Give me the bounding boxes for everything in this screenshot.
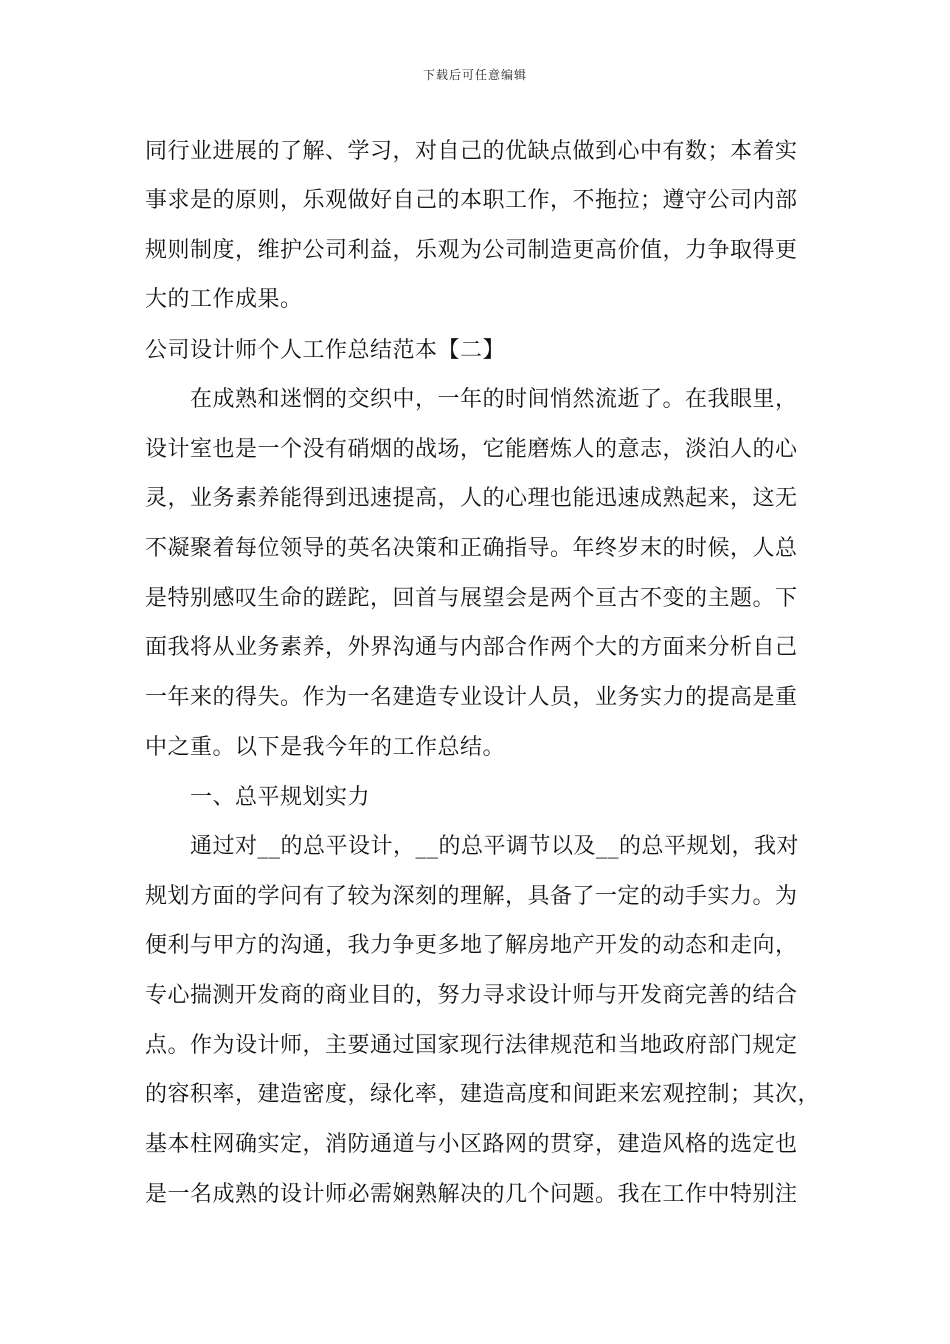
- paragraph-line: 是特别感叹生命的蹉跎，回首与展望会是两个亘古不变的主题。下: [145, 586, 798, 611]
- paragraph-line: 灵，业务素养能得到迅速提高，人的心理也能迅速成熟起来，这无: [145, 486, 798, 511]
- paragraph-line: 规则制度，维护公司利益，乐观为公司制造更高价值，力争取得更: [145, 238, 798, 263]
- section-heading: 公司设计师个人工作总结范本【二】: [145, 338, 506, 363]
- paragraph-line: 的容积率，建造密度，绿化率，建造高度和间距来宏观控制；其次，: [145, 1082, 821, 1107]
- paragraph-line: 基本柱网确实定，消防通道与小区路网的贯穿，建造风格的选定也: [145, 1132, 798, 1157]
- paragraph-line: 便利与甲方的沟通，我力争更多地了解房地产开发的动态和走向，: [145, 933, 798, 958]
- paragraph-line: 点。作为设计师，主要通过国家现行法律规范和当地政府部门规定: [145, 1033, 798, 1058]
- paragraph-line: 大的工作成果。: [145, 287, 303, 312]
- paragraph-line: 在成熟和迷惘的交织中，一年的时间悄然流逝了。在我眼里，: [190, 387, 798, 412]
- paragraph-line: 是一名成熟的设计师必需娴熟解决的几个问题。我在工作中特别注: [145, 1182, 798, 1207]
- subsection-heading: 一、总平规划实力: [190, 785, 371, 810]
- paragraph-line: 同行业进展的了解、学习，对自己的优缺点做到心中有数；本着实: [145, 139, 798, 164]
- paragraph-line: 通过对__的总平设计，__的总平调节以及__的总平规划，我对: [190, 834, 800, 859]
- paragraph-line: 专心揣测开发商的商业目的，努力寻求设计师与开发商完善的结合: [145, 983, 798, 1008]
- paragraph-line: 面我将从业务素养，外界沟通与内部合作两个大的方面来分析自己: [145, 635, 798, 660]
- paragraph-line: 中之重。以下是我今年的工作总结。: [145, 735, 506, 760]
- paragraph-line: 一年来的得失。作为一名建造专业设计人员，业务实力的提高是重: [145, 685, 798, 710]
- page-header: 下载后可任意编辑: [422, 68, 527, 82]
- paragraph-line: 设计室也是一个没有硝烟的战场，它能磨炼人的意志，淡泊人的心: [145, 437, 798, 462]
- paragraph-line: 不凝聚着每位领导的英名决策和正确指导。年终岁末的时候，人总: [145, 536, 798, 561]
- paragraph-line: 事求是的原则，乐观做好自己的本职工作，不拖拉；遵守公司内部: [145, 188, 798, 213]
- paragraph-line: 规划方面的学问有了较为深刻的理解，具备了一定的动手实力。为: [145, 884, 798, 909]
